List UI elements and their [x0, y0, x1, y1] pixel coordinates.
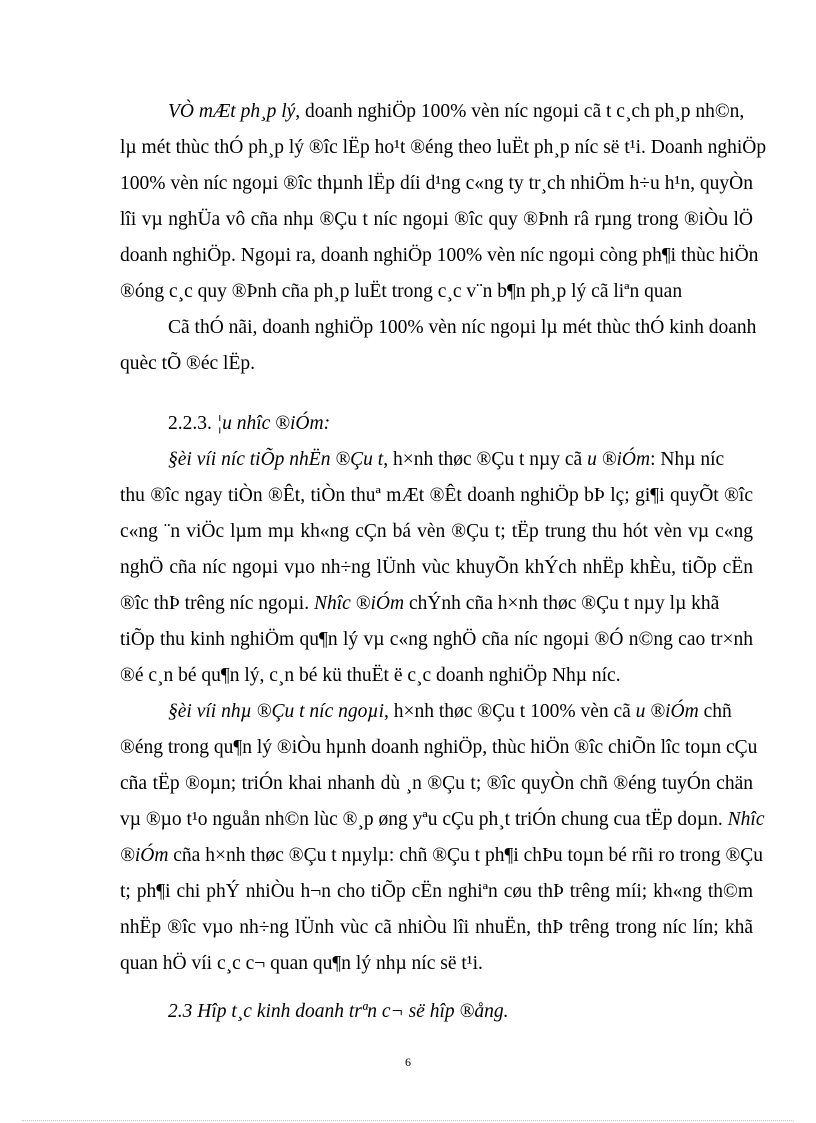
paragraph-1-line-6: ®óng c¸c quy ®Þnh cña ph¸p luËt trong c¸c v¨n b¶n ph¸p lý cã liªn quan [120, 281, 683, 302]
legal-aspect-italic: VÒ mÆt ph¸p lý, [168, 101, 301, 122]
paragraph-4-line-8: quan hÖ víi c¸c c¬ quan qu¶n lý nhµ níc së t¹i. [120, 953, 483, 974]
paragraph-3-line-6: tiÕp thu kinh nghiÖm qu¶n lý vµ c«ng nghÖ cña níc ngoµi ®Ó n©ng cao tr×nh [120, 629, 753, 650]
section-title: ¦u nhîc ®iÓm: [216, 413, 331, 434]
section-number: 2.2.3. [168, 413, 212, 434]
paragraph-4-line-2: ®éng trong qu¶n lý ®iÒu hµnh doanh nghiÖp, thùc hiÖn ®îc chiÕn lîc toµn cÇu [120, 737, 758, 758]
paragraph-1-line-5: doanh nghiÖp. Ngoµi ra, doanh nghiÖp 100% vèn níc ngoµi còng ph¶i thùc hiÖn [120, 245, 759, 266]
page-number: 6 [405, 1055, 411, 1069]
section-heading-2-2-3 [168, 412, 753, 436]
paragraph-1-line-1: VÒ mÆt ph¸p lý, doanh nghiÖp 100% vèn níc ngoµi cã t c¸ch ph¸p nh©n, [168, 101, 745, 122]
section-heading-2-3: 2.3 Hîp t¸c kinh doanh trªn c¬ së hîp ®ång. [168, 1001, 509, 1022]
paragraph-4-line-4: vµ ®µo t¹o nguån nh©n lùc ®¸p øng yªu cÇu ph¸t triÓn chung cua tËp doµn. Nhîc [120, 809, 765, 830]
paragraph-3-line-5: ®îc thÞ trêng níc ngoµi. Nhîc ®iÓm chÝnh cña h×nh thøc ®Çu t nµy lµ khã [120, 593, 720, 614]
paragraph-1-line-3: 100% vèn níc ngoµi ®îc thµnh lËp díi d¹ng c«ng ty tr¸ch nhiÖm h÷u h¹n, quyÒn [120, 173, 753, 194]
paragraph-1-line-4: lîi vµ nghÜa vô cña nhµ ®Çu t níc ngoµi ®îc quy ®Þnh râ rµng trong ®iÒu lÖ [120, 209, 753, 230]
paragraph-2-line-1: Cã thÓ nãi, doanh nghiÖp 100% vèn níc ngoµi lµ mét thùc thÓ kinh doanh [168, 317, 757, 338]
paragraph-1-line-2: lµ mét thùc thÓ ph¸p lý ®îc lËp ho¹t ®éng theo luËt ph¸p níc së t¹i. Doanh nghiÖp [120, 137, 767, 158]
paragraph-4-line-5: ®iÓm cña h×nh thøc ®Çu t nµylµ: chñ ®Çu t ph¶i chÞu toµn bé rñi ro trong ®Çu [120, 845, 764, 866]
page-bottom-divider [22, 1120, 794, 1121]
paragraph-4-line-7: nhËp ®îc vµo nh÷ng lÜnh vùc cã nhiÒu lîi nhuËn, thÞ trêng trong níc lín; khã [120, 917, 753, 938]
paragraph-3-line-1: §èi víi níc tiÕp nhËn ®Çu t, h×nh thøc ®Çu t nµy cã u ®iÓm: Nhµ níc [168, 449, 725, 470]
paragraph-3-line-7: ®é c¸n bé qu¶n lý, c¸n bé kü thuËt ë c¸c doanh nghiÖp Nhµ níc. [120, 665, 621, 686]
paragraph-3-line-4: nghÖ cña níc ngoµi vµo nh÷ng lÜnh vùc khuyÕn khÝch nhËp khÈu, tiÕp cËn [120, 557, 753, 578]
paragraph-2-line-2: quèc tÕ ®éc lËp. [120, 353, 256, 374]
paragraph-4-line-3: cña tËp ®oµn; triÓn khai nhanh dù ¸n ®Çu t; ®îc quyÒn chñ ®éng tuyÓn chän [120, 773, 753, 794]
paragraph-3-line-2: thu ®îc ngay tiÒn ®Êt, tiÒn thuª mÆt ®Êt doanh nghiÖp bÞ lç; gi¶i quyÕt ®îc [120, 485, 753, 506]
paragraph-4-line-1: §èi víi nhµ ®Çu t níc ngoµi, h×nh thøc ®Çu t 100% vèn cã u ®iÓm chñ [168, 701, 732, 722]
paragraph-4-line-6: t; ph¶i chi phÝ nhiÒu h¬n cho tiÕp cËn nghiªn cøu thÞ trêng míi; kh«ng th©m [120, 881, 753, 902]
paragraph-3-line-3: c«ng ¨n viÖc lµm mµ kh«ng cÇn bá vèn ®Çu t; tËp trung thu hót vèn vµ c«ng [120, 521, 753, 542]
